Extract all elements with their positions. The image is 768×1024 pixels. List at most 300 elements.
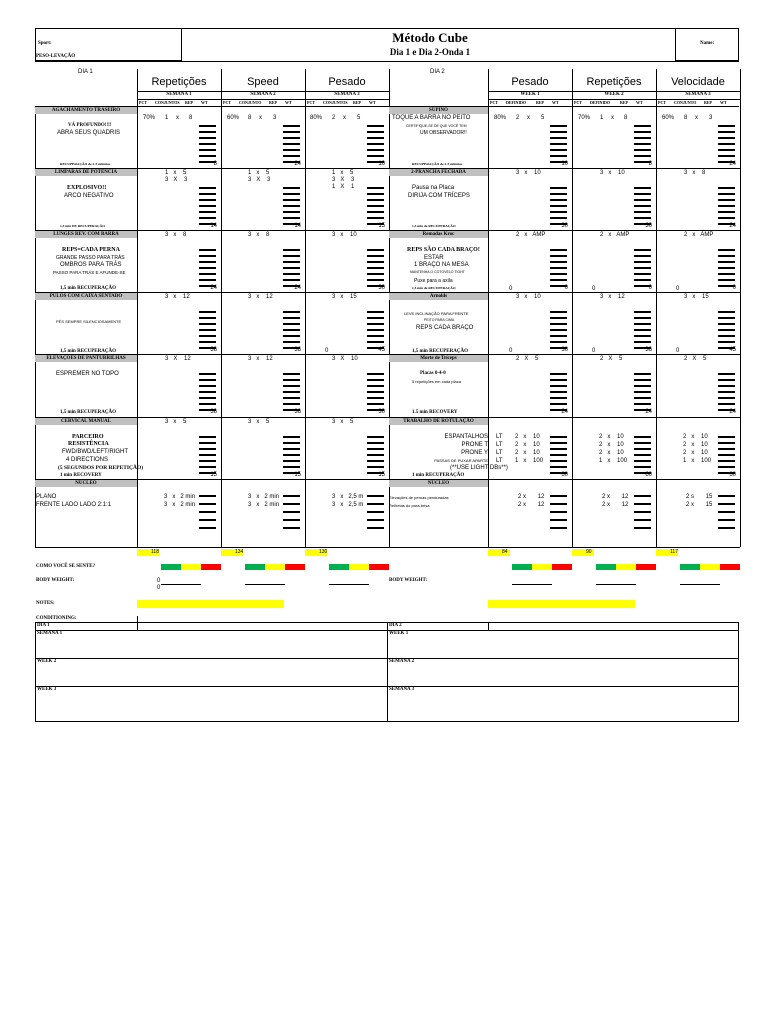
feel-green [596,564,616,570]
s1-r2-pct: 70% [578,115,591,121]
row-total: 60 [561,472,568,478]
weight-entry-line [550,249,567,251]
s6-lt: LT [496,450,503,456]
weight-entry-line [367,379,384,381]
s4-left-head: PULOS COM CAIXA SENTADO [35,293,137,300]
column-divider [656,69,657,547]
s1-note: ABRA SEUS QUADRIS [57,130,121,136]
s4-r3: 3 x 15 [684,294,709,300]
s1-note: VÁ PROFUNDO!!!! [68,123,112,128]
weight-entry-line [634,466,651,468]
s7-item: PLANO [36,494,57,500]
weight-entry-line [718,149,735,151]
weight-entry-line [367,391,384,393]
row-total: 36 [645,347,652,353]
s5-r2: 2 X 5 [600,356,623,362]
weight-entry-line [199,442,216,444]
weight-entry-line [283,217,300,219]
weight-entry-line [550,385,567,387]
s2-left-head: LIMPARAS DE POTÊNCIA [35,169,137,176]
feel-red [285,564,305,570]
cond-left-week: SEMANA 1 [37,631,63,636]
weight-entry-line [718,397,735,399]
day1-label: DIA 1 [78,69,93,75]
s6-l3: 3 x 5 [332,419,354,425]
weight-entry-line [634,503,651,505]
weight-entry-line [718,131,735,133]
s7-right-row: 2 x 12 [602,502,629,508]
s3-zero: 0 [676,286,680,292]
day2-label: DIA 2 [430,69,445,75]
s4-r-note: LEVE INCLINAÇÃO PARA FRENTE [404,311,469,316]
weight-entry-line [550,391,567,393]
row-total: 36 [294,409,301,415]
s1-r2-rep: 8 [624,115,628,121]
weight-entry-line [283,149,300,151]
s2-l1a: 1 x 5 [165,170,187,176]
weight-entry-line [283,143,300,145]
weight-entry-line [199,205,216,207]
weight-entry-line [634,255,651,257]
weight-entry-line [367,460,384,462]
weight-entry-line [199,511,216,513]
weight-entry-line [367,217,384,219]
weight-entry-line [367,211,384,213]
s1-r-recov: RECUPERAÇÃO de 2-3 minutos [412,162,463,166]
s3-left-head: LUNGES REV. COM BARRA [35,231,137,238]
s7-left-row: 3 x 2 min [248,494,280,500]
weight-entry-line [199,211,216,213]
s2-r2: 3 x 10 [600,170,625,176]
weight-entry-line [550,373,567,375]
weight-entry-line [550,442,567,444]
row-line [488,99,740,100]
weight-entry-line [550,155,567,157]
feel-yellow [265,564,285,570]
weight-entry-line [718,155,735,157]
notes-field-1[interactable] [137,600,284,608]
row-line [488,91,740,92]
weight-entry-line [283,527,300,529]
weight-entry-line [550,137,567,139]
weight-entry-line [283,503,300,505]
feel-red [552,564,572,570]
weight-entry-line [718,391,735,393]
notes-label: NOTES: [36,601,55,606]
row-total: 60 [729,472,736,478]
s1-l1-x: x [176,115,179,121]
s3-r-note: Puxe para a axila [414,278,453,284]
weight-entry-line [283,460,300,462]
weight-entry-line [634,448,651,450]
col-sub-label: CONJUNTO [239,100,262,105]
feel-green [161,564,181,570]
weight-entry-line [550,131,567,133]
s2-note: ARCO NEGATIVO [64,193,114,199]
weight-entry-line [550,519,567,521]
sport-label: Sport: [38,41,52,46]
weight-entry-line [283,273,300,275]
s1-r1-x: x [527,115,530,121]
section-line [35,479,740,480]
row-total: 0 [564,285,568,291]
s3-r3: 2 x AMP [684,232,714,238]
cond-vline [488,622,489,630]
weight-entry-line [283,311,300,313]
cond-right-week: SEMANA 3 [389,687,415,692]
s7-right-head: NÚCLEO [389,480,488,487]
weight-entry-line [550,335,567,337]
conditioning-label: CONDITIONING: [36,616,77,621]
weight-entry-line [367,155,384,157]
body-weight-label: BODY WEIGHT: [36,578,75,583]
weight-entry-line [634,403,651,405]
section-line [35,547,740,548]
weight-entry-line [283,442,300,444]
s3-r-note: ESTAR [424,255,444,261]
column-divider [137,69,138,547]
weight-entry-line [283,137,300,139]
weight-entry-line [718,373,735,375]
weight-entry-line [634,373,651,375]
section-line [35,292,740,293]
s2-r-note: Pausa na Placa [412,185,455,191]
weight-entry-line [367,323,384,325]
weight-entry-line [634,495,651,497]
weight-entry-line [718,442,735,444]
s6-r-note: PRONE Y [461,450,488,456]
section-line [35,230,740,231]
col-sub-label: CONJUNTOS [323,100,348,105]
weight-entry-line [718,527,735,529]
feel-yellow [349,564,369,570]
section-line [35,417,740,418]
weight-entry-line [367,273,384,275]
s2-l1b: 3 X 3 [165,177,188,183]
day2-col2-title: Repetições [586,76,642,88]
weight-entry-line [634,397,651,399]
weight-entry-line [550,403,567,405]
s5-l3: 3 X 10 [332,356,358,362]
s2-r-note: DIRIJA COM TRÍCEPS [408,193,470,199]
s4-l3: 3 x 15 [332,294,357,300]
s4-zero: 0 [325,348,329,354]
weight-entry-line [718,511,735,513]
weight-entry-line [634,143,651,145]
weight-entry-line [550,205,567,207]
weight-entry-line [367,137,384,139]
s7-right-row: 2 x 15 [686,502,713,508]
weight-entry-line [199,527,216,529]
column-divider [305,69,306,547]
weight-entry-line [634,341,651,343]
day1-col1-week: SEMANA 1 [166,92,192,97]
weight-entry-line [634,379,651,381]
row-total: 8 [213,161,217,167]
s7-left-row: 3 x 2 min [164,502,196,508]
s4-l1: 3 x 12 [165,294,190,300]
weight-entry-line [367,143,384,145]
weight-entry-line [718,199,735,201]
s6-r-note: ESPANTALHOS [444,434,488,440]
s6-right-row: 1 x 100 [515,458,544,464]
row-total: 14 [210,223,217,229]
weight-entry-line [367,385,384,387]
row-total: 24 [729,161,736,167]
weight-entry-line [199,335,216,337]
weight-entry-line [634,527,651,529]
row-line [137,91,389,92]
s3-r-note: 1 BRAÇO NA MESA [414,262,469,268]
weight-entry-line [199,519,216,521]
peso-label: PESO-LEVAÇÃO [36,54,76,59]
sum-cell: 117 [656,549,678,556]
weight-entry-line [718,125,735,127]
weight-entry-line [283,385,300,387]
weight-entry-line [634,249,651,251]
cond-right-week: SEMANA 2 [389,659,415,664]
weight-entry-line [199,448,216,450]
s7-left-row: 3 x 2 min [164,494,196,500]
s5-r-note: Placas 0-4-0 [420,371,446,376]
body-weight-label-2: BODY WEIGHT: [389,578,428,583]
weight-entry-line [634,267,651,269]
weight-entry-line [634,317,651,319]
s2-l3b: 3 X 3 [332,177,355,183]
header-bottom-line [35,61,739,62]
s1-left-head: AGACHAMENTO TRASEIRO [35,107,137,114]
s2-right-head: 2-PRANCHA FECHADA [389,169,488,176]
s6-l1: 3 x 5 [165,419,187,425]
col-sub-label: PCT [490,100,498,105]
sum-cell: 130 [305,549,327,556]
weight-entry-line [199,397,216,399]
cond-line [35,658,739,659]
weight-entry-line [367,495,384,497]
weight-entry-line [634,193,651,195]
s1-r2-x: x [611,115,614,121]
weight-entry-line [199,143,216,145]
weight-entry-line [199,311,216,313]
weight-entry-line [199,341,216,343]
cond-line [35,686,739,687]
body-weight-line [329,584,369,585]
feel-green [680,564,700,570]
weight-entry-line [550,279,567,281]
s5-r1: 2 X 5 [516,356,539,362]
cond-vline [387,622,388,722]
col-sub-label: WT [369,100,376,105]
weight-entry-line [199,187,216,189]
s3-r-recov: 1,5 min de RECUPERAÇÃO [412,286,456,290]
weight-entry-line [367,205,384,207]
s5-note: ESPREMER NO TOPO [56,371,119,377]
weight-entry-line [634,323,651,325]
weight-entry-line [550,460,567,462]
weight-entry-line [367,511,384,513]
weight-entry-line [550,436,567,438]
s1-l3-sets: 2 [332,115,336,121]
weight-entry-line [550,323,567,325]
s4-r2: 3 x 12 [600,294,625,300]
s6-right-row: 1 x 100 [599,458,628,464]
weight-entry-line [199,193,216,195]
weight-entry-line [550,329,567,331]
weight-entry-line [550,255,567,257]
weight-entry-line [199,137,216,139]
weight-entry-line [199,385,216,387]
s3-recov: 1,5 min RECUPERAÇÃO [60,286,116,291]
weight-entry-line [367,397,384,399]
day1-col2-week: SEMANA 2 [250,92,276,97]
cond-vline [137,616,138,630]
page-subtitle: Dia 1 e Dia 2-Onda 1 [389,47,471,57]
weight-entry-line [718,460,735,462]
s2-r3: 3 x 8 [684,170,706,176]
s1-l3-pct: 80% [310,115,323,121]
row-total: 15 [378,472,385,478]
s7-right-row: 2 x 12 [518,494,545,500]
weight-entry-line [367,187,384,189]
column-divider [221,69,222,547]
notes-field-2[interactable] [488,600,635,608]
feel-yellow [700,564,720,570]
s6-r-note: PRONE T [461,442,488,448]
s1-right-head: SUPINO [389,107,488,114]
s6-r-recov: 1 min RECUPERAÇÃO [412,473,465,478]
s6-note: (5 SEGUNDOS POR REPETIÇÃO) [58,465,144,471]
weight-entry-line [634,217,651,219]
weight-entry-line [718,211,735,213]
weight-entry-line [283,335,300,337]
weight-entry-line [283,249,300,251]
s4-zero: 0 [676,348,680,354]
weight-entry-line [283,329,300,331]
col-sub-label: CONJUNTOS [155,100,180,105]
weight-entry-line [283,279,300,281]
cond-dia1: DIA 1 [37,623,50,628]
weight-entry-line [550,273,567,275]
s4-r-note: PEITO PARA CIMA [424,318,455,322]
row-total: 15 [210,472,217,478]
col-sub-label: PCT [223,100,231,105]
s6-right-row: 2 x 10 [515,442,540,448]
column-divider [389,69,390,547]
weight-entry-line [634,187,651,189]
day1-col3-week: SEMANA 3 [334,92,360,97]
column-divider [488,69,489,547]
s6-right-row: 1 x 100 [683,458,712,464]
s6-note: 4 DIRECTIONS [66,457,109,463]
weight-entry-line [199,460,216,462]
col-sub-label: WT [285,100,292,105]
weight-entry-line [634,460,651,462]
cond-dia2: DIA 2 [389,623,402,628]
col-sub-label: REP [620,100,628,105]
col-sub-label: WT [720,100,727,105]
row-total: 0 [648,285,652,291]
body-weight-line [512,584,552,585]
weight-entry-line [367,527,384,529]
s5-l1: 3 X 12 [165,356,191,362]
weight-entry-line [199,379,216,381]
weight-entry-line [367,261,384,263]
weight-entry-line [283,454,300,456]
weight-entry-line [634,199,651,201]
day2-col1-week: WEEK 1 [520,92,540,97]
weight-entry-line [199,267,216,269]
s1-r3-rep: 3 [709,115,713,121]
s3-l1: 3 x 8 [165,232,187,238]
s5-recov: 1,5 min RECUPERAÇÃO [60,410,116,415]
s2-l2b: 3 X 3 [248,177,271,183]
s1-r-note: CERTIFIQUE-SE DE QUE VOCÊ TEM [406,124,467,128]
col-sub-label: REP [353,100,361,105]
weight-entry-line [718,279,735,281]
col-sub-label: PCT [658,100,666,105]
s6-r-note: PASSAS DE PUXAR APARTE [434,458,488,463]
weight-entry-line [634,329,651,331]
name-label: Name: [700,41,715,46]
body-weight-line [596,584,636,585]
col-sub-label: PCT [139,100,147,105]
sum-cell: 118 [137,549,159,556]
s6-right-row: 2 x 10 [515,450,540,456]
feel-red [636,564,656,570]
weight-entry-line [367,249,384,251]
s7-left-row: 3 x 2 min [248,502,280,508]
col-sub-label: WT [552,100,559,105]
row-total: 24 [561,409,568,415]
s6-lt: LT [496,458,503,464]
s1-r1-sets: 2 [516,115,520,121]
weight-entry-line [718,495,735,497]
s6-note: FWD/BWD/LEFT/RIGHT [62,449,128,455]
s3-r-note: REPS SÃO CADA BRAÇO! [407,247,480,253]
weight-entry-line [283,341,300,343]
s2-l3a: 1 x 5 [332,170,354,176]
sum-cell: 90 [572,549,594,556]
weight-entry-line [199,503,216,505]
weight-entry-line [550,527,567,529]
weight-entry-line [283,403,300,405]
weight-entry-line [634,279,651,281]
weight-entry-line [550,199,567,201]
weight-entry-line [634,125,651,127]
bw-zero: 0 [157,578,161,584]
weight-entry-line [367,317,384,319]
feel-green [329,564,349,570]
weight-entry-line [367,519,384,521]
s6-right-row: 2 x 10 [599,442,624,448]
s1-r2-sets: 1 [600,115,604,121]
cond-left-week: WEEK 2 [37,659,57,664]
weight-entry-line [283,466,300,468]
weight-entry-line [367,199,384,201]
weight-entry-line [550,317,567,319]
weight-entry-line [718,143,735,145]
column-divider [740,69,741,547]
weight-entry-line [367,255,384,257]
weight-entry-line [367,193,384,195]
weight-entry-line [634,205,651,207]
weight-entry-line [718,341,735,343]
s6-l2: 3 x 5 [248,419,270,425]
weight-entry-line [199,329,216,331]
col-sub-label: WT [201,100,208,105]
s6-r-note: (**USE LIGHT DBs**) [450,465,508,471]
s1-l1-pct: 70% [143,115,156,121]
